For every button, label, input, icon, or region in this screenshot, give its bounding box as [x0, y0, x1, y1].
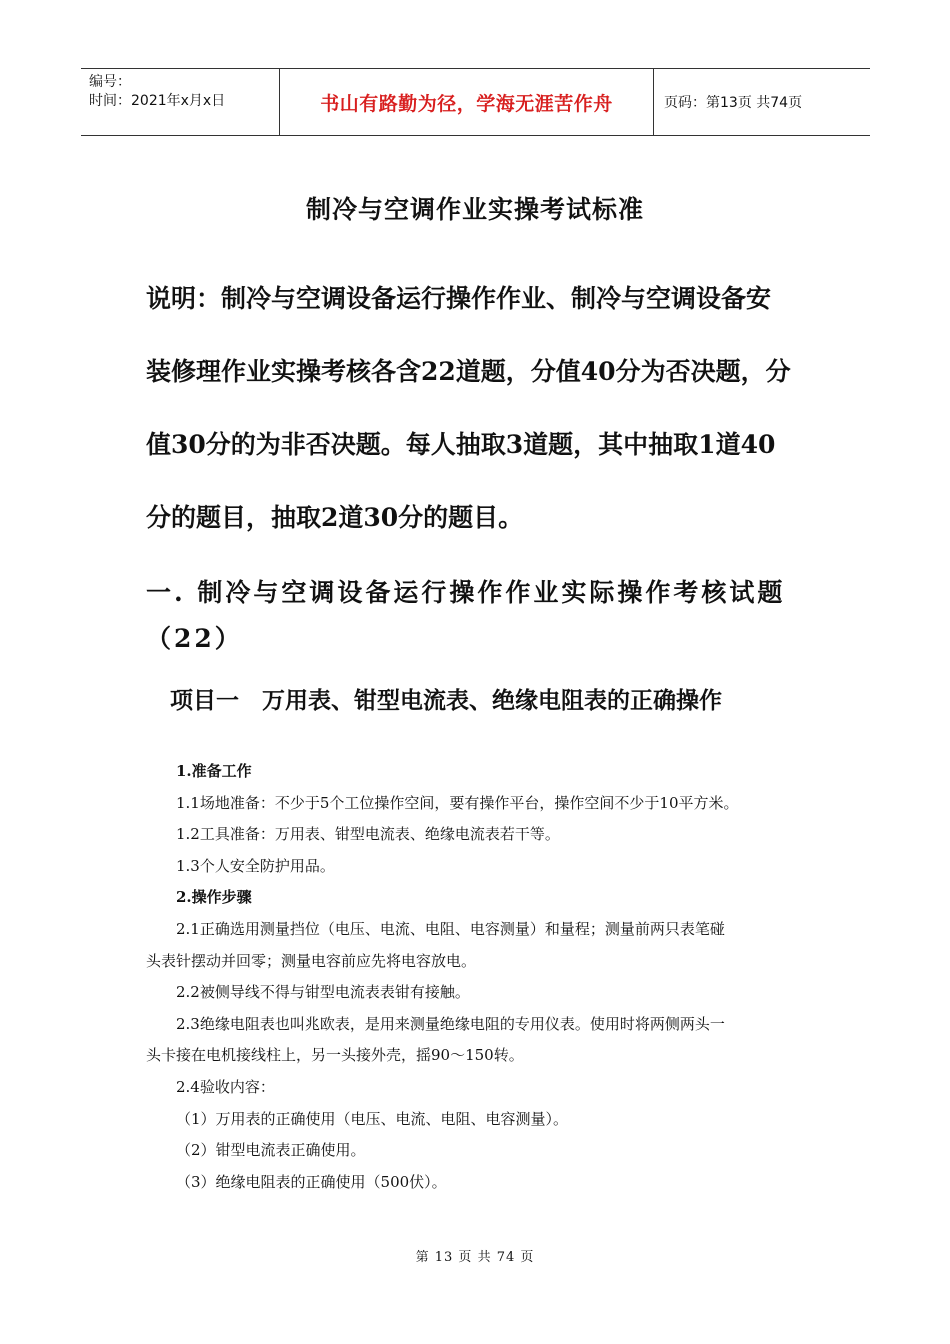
step-item: 2.4验收内容：	[176, 1077, 275, 1096]
step-item: 2.3绝缘电阻表也叫兆欧表，是用来测量绝缘电阻的专用仪表。使用时将两侧两头一	[176, 1014, 725, 1033]
step-item-continued: 头卡接在电机接线柱上，另一头接外壳，摇90～150转。	[146, 1046, 524, 1065]
step-item: 1.3个人安全防护用品。	[176, 856, 335, 875]
number-label: 编号：	[89, 74, 131, 90]
header-motto: 书山有路勤为径，学海无涯苦作舟	[280, 69, 654, 135]
step-item: 1.1场地准备：不少于5个工位操作空间，要有操作平台，操作空间不少于10平方米。	[176, 793, 739, 812]
intro-line: 说明：制冷与空调设备运行操作作业、制冷与空调设备安	[146, 284, 772, 313]
subheading-preparation: 1.准备工作	[176, 762, 252, 780]
subheading-procedure: 2.操作步骤	[176, 888, 252, 907]
acceptance-item: （1）万用表的正确使用（电压、电流、电阻、电容测量）。	[176, 1109, 569, 1128]
page-footer: 第 13 页 共 74 页	[415, 1250, 535, 1265]
time-label: 时间：2021年x月x日	[89, 93, 226, 109]
header-meta	[81, 69, 280, 135]
section-heading-line: （22）	[146, 624, 243, 653]
acceptance-item: （2）钳型电流表正确使用。	[176, 1141, 366, 1160]
steps-list	[146, 756, 816, 1198]
acceptance-item: （3）绝缘电阻表的正确使用（500伏）。	[176, 1172, 447, 1191]
project-title: 项目一 万用表、钳型电流表、绝缘电阻表的正确操作	[170, 687, 722, 714]
intro-line: 值30分的为非否决题。每人抽取3道题，其中抽取1道40	[146, 430, 776, 459]
intro-paragraph	[146, 262, 811, 554]
section-heading-line: 一. 制冷与空调设备运行操作作业实际操作考核试题	[146, 578, 786, 607]
header-page-info: 页码：第13页 共74页	[664, 95, 803, 111]
page-header	[81, 68, 870, 136]
intro-line: 分的题目，抽取2道30分的题目。	[146, 503, 524, 532]
step-item-continued: 头表针摆动并回零；测量电容前应先将电容放电。	[146, 951, 477, 970]
intro-line: 装修理作业实操考核各含22道题，分值40分为否决题，分	[146, 357, 791, 386]
step-item: 1.2工具准备：万用表、钳型电流表、绝缘电流表若干等。	[176, 825, 560, 844]
document-title: 制冷与空调作业实操考试标准	[305, 195, 644, 224]
step-item: 2.1正确选用测量挡位（电压、电流、电阻、电容测量）和量程；测量前两只表笔碰	[176, 919, 725, 938]
step-item: 2.2被侧导线不得与钳型电流表表钳有接触。	[176, 983, 470, 1002]
section-heading	[146, 570, 811, 662]
